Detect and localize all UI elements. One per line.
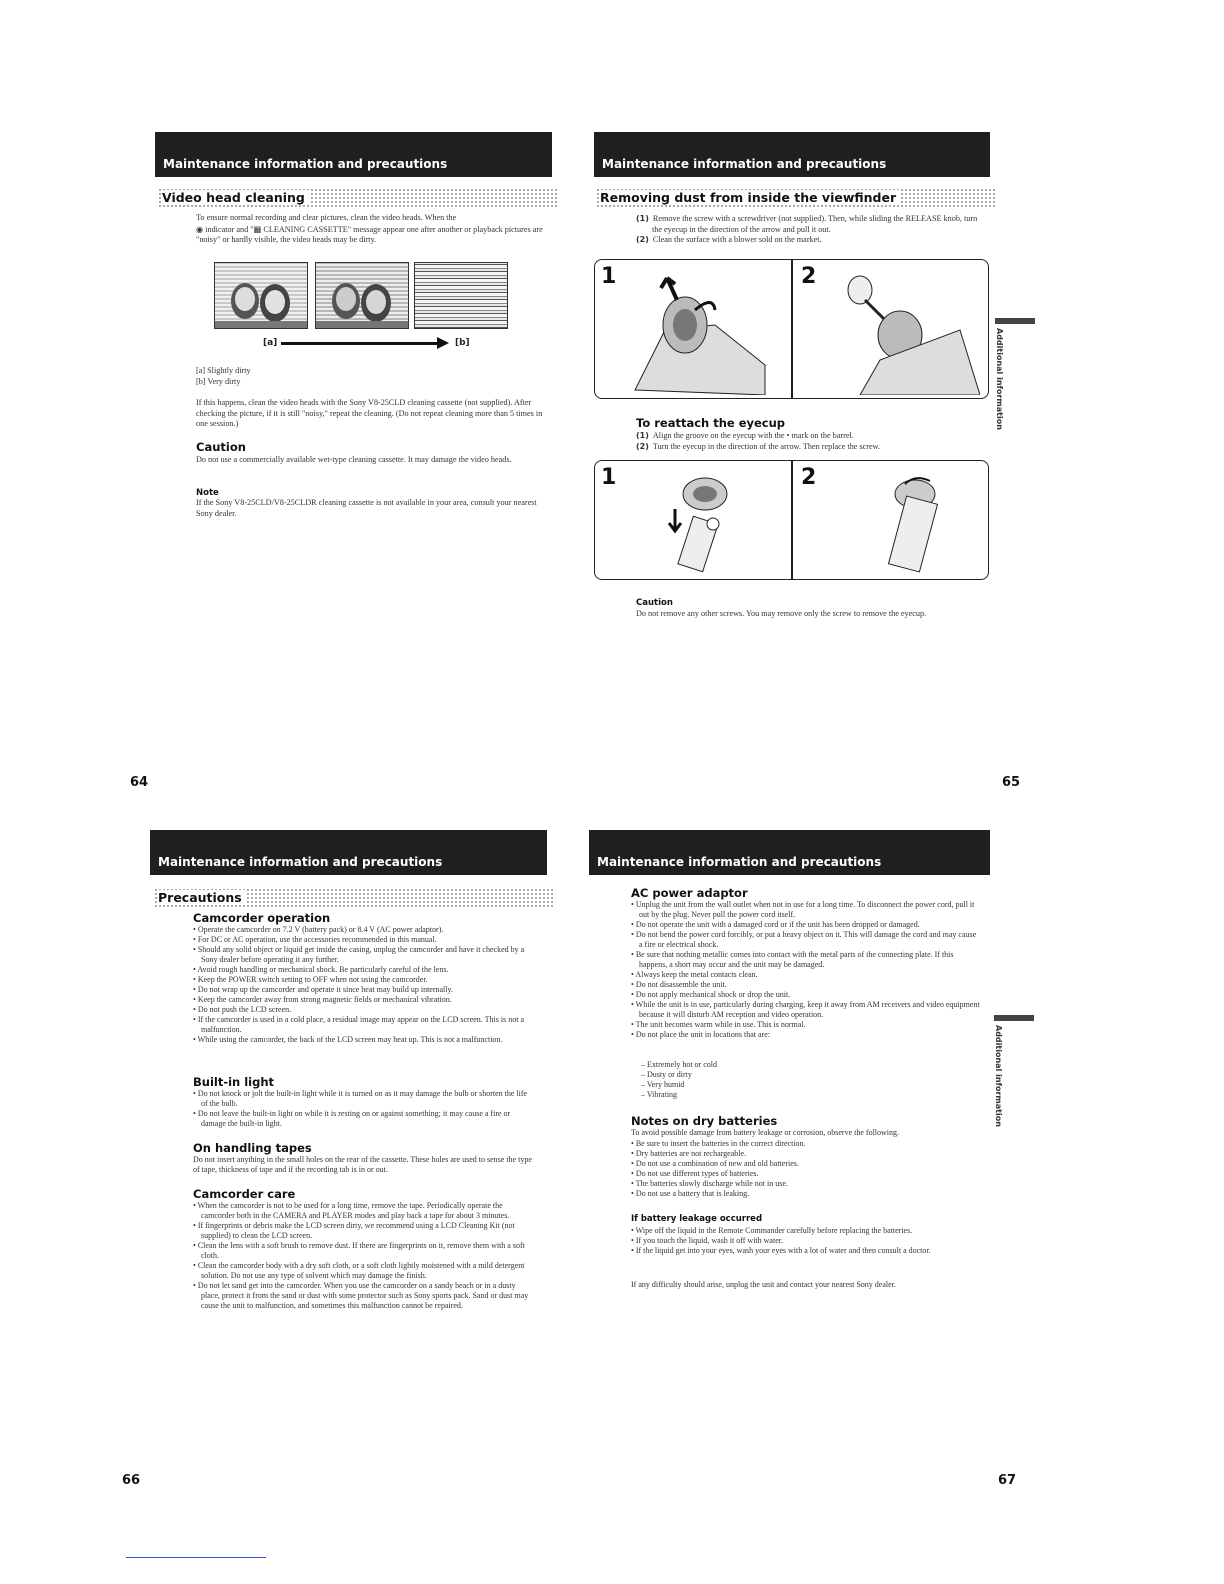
battery-leakage-heading: If battery leakage occurred	[631, 1214, 763, 1224]
built-in-light-heading: Built-in light	[193, 1075, 275, 1089]
camcorder-operation-list	[193, 925, 533, 1045]
reattach-steps	[636, 431, 982, 452]
list-item: • When the camcorder is not to be used for a long time, remove the tape. Periodically operate the camcorder both in the CAMERA and PLAYER modes and play back a tape for about 3 minutes.	[193, 1201, 533, 1221]
list-item: • Should any solid object or liquid get inside the casing, unplug the camcorder and have it checked by a Sony dealer before operating it any further.	[193, 945, 533, 965]
banner-title: Maintenance information and precautions	[163, 157, 448, 171]
list-item: • Avoid rough handling or mechanical shock. Be particularly careful of the lens.	[193, 965, 533, 975]
caution-text-65: Do not remove any other screws. You may remove only the screw to remove the eyecup.	[636, 609, 927, 618]
list-item: • Always keep the metal contacts clean.	[631, 970, 981, 980]
list-item: • If you touch the liquid, wash it off with water.	[631, 1236, 981, 1246]
page-number-64: 64	[130, 775, 149, 790]
list-item: • Be sure that nothing metallic comes into contact with the metal parts of the connecting plate. If this happens, a short may occur and the unit may be damaged.	[631, 950, 981, 970]
figure-step-2: 2	[801, 264, 817, 289]
figure-divider	[791, 260, 793, 398]
video-head-cleaning-heading: Video head cleaning	[158, 188, 558, 207]
cleaning-cassette-icon: ▦	[253, 223, 262, 234]
page-number-65: 65	[1002, 775, 1021, 790]
list-item: • Clean the camcorder body with a dry soft cloth, or a soft cloth lightly moistened with a mild detergent solution. Do not use any type of solvent which may damage the finish.	[193, 1261, 533, 1281]
side-tab-marker	[994, 1015, 1034, 1021]
ac-adaptor-list	[631, 900, 981, 1040]
list-item: • For DC or AC operation, use the accessories recommended in this manual.	[193, 935, 533, 945]
dirt-legend	[196, 366, 396, 387]
figure-step-1: 1	[601, 264, 617, 289]
list-item: • Keep the POWER switch setting to OFF when not using the camcorder.	[193, 975, 533, 985]
indicator-icon: ◉	[196, 223, 204, 234]
slightly-dirty-photo-2	[315, 262, 409, 329]
cleaning-body: If this happens, clean the video heads with the Sony V8-25CLD cleaning cassette (not supplied). After checking the picture, if it is still "noisy," repeat the cleaning. (Do not repeat cleaning more than 5 times in one session.)	[196, 398, 543, 428]
arrow-head	[437, 337, 449, 349]
list-item: • Do not operate the unit with a damaged cord or if the unit has been dropped or damaged.	[631, 920, 981, 930]
caution-heading-64: Caution	[196, 440, 246, 454]
list-item: • Do not wrap up the camcorder and operate it since heat may build up internally.	[193, 985, 533, 995]
camcorder-care-list	[193, 1201, 533, 1311]
handling-tapes-heading: On handling tapes	[193, 1141, 312, 1155]
page64-banner	[155, 132, 552, 177]
ac-power-adaptor-heading: AC power adaptor	[631, 886, 748, 900]
list-item: • If fingerprints or debris make the LCD screen dirty, we recommend using a LCD Cleaning Kit (not supplied) to clean the LCD screen.	[193, 1221, 533, 1241]
page66-banner	[150, 830, 547, 875]
list-item: • Do not use a battery that is leaking.	[631, 1189, 981, 1199]
note-text: If the Sony V8-25CLD/V8-25CLDR cleaning cassette is not available in your area, consult your nearest Sony dealer.	[196, 498, 537, 518]
reattach-step-1: (1) Align the groove on the eyecup with the • mark on the barrel.	[636, 431, 854, 440]
list-item: • The unit becomes warm while in use. This is normal.	[631, 1020, 981, 1030]
handling-tapes-text: Do not insert anything in the small holes on the rear of the cassette. These holes are used to sense the type of tape, thickness of tape and if the recording tab is in or out.	[193, 1155, 532, 1174]
list-item: • Be sure to insert the batteries in the correct direction.	[631, 1139, 981, 1149]
list-item: • Keep the camcorder away from strong magnetic fields or mechanical vibration.	[193, 995, 533, 1005]
precautions-heading: Precautions	[154, 888, 554, 907]
eyecup-turn-illustration-2	[835, 469, 965, 574]
list-item: • Do not knock or jolt the built-in light while it is turned on as it may damage the bulb or shorten the life of the bulb.	[193, 1089, 533, 1109]
legend-b: [b] Very dirty	[196, 376, 241, 386]
caution-text-64: Do not use a commercially available wet-type cleaning cassette. It may damage the video heads.	[196, 455, 512, 464]
banner-title: Maintenance information and precautions	[602, 157, 887, 171]
list-item: • The batteries slowly discharge while not in use.	[631, 1179, 981, 1189]
label-b: [b]	[455, 338, 470, 348]
side-tab-label: Additional information	[995, 328, 1004, 430]
list-item: • Do not push the LCD screen.	[193, 1005, 533, 1015]
dry-batteries-heading: Notes on dry batteries	[631, 1114, 778, 1128]
list-item: • If the camcorder is used in a cold place, a residual image may appear on the LCD screen. This is not a malfunction.	[193, 1015, 533, 1035]
page67-banner	[589, 830, 990, 875]
page-number-67: 67	[998, 1473, 1017, 1488]
very-dirty-photo	[414, 262, 508, 329]
footnote-rule	[126, 1557, 266, 1558]
built-in-light-list	[193, 1089, 533, 1129]
list-item: – Very humid	[641, 1080, 941, 1090]
list-item: • Do not use different types of batteries.	[631, 1169, 981, 1179]
list-item: • Do not bend the power cord forcibly, or put a heavy object on it. This will damage the cord and may cause a fire or electrical shock.	[631, 930, 981, 950]
faces-illustration	[215, 263, 307, 328]
list-item: – Dusty or dirty	[641, 1070, 941, 1080]
eyecup-align-illustration-1	[645, 469, 775, 574]
caution-heading-65: Caution	[636, 598, 673, 608]
list-item: • Do not use a combination of new and old batteries.	[631, 1159, 981, 1169]
legend-a: [a] Slightly dirty	[196, 366, 251, 375]
list-item: • If the liquid get into your eyes, wash your eyes with a lot of water and then consult a doctor.	[631, 1246, 981, 1256]
viewfinder-blower-illustration-2	[820, 270, 980, 395]
side-tab-marker	[995, 318, 1035, 324]
note-heading: Note	[196, 488, 219, 498]
list-item: • Unplug the unit from the wall outlet when not in use for a long time. To disconnect the power cord, pull it out by the plug. Never pull the power cord itself.	[631, 900, 981, 920]
banner-title: Maintenance information and precautions	[597, 855, 882, 869]
list-item: – Extremely hot or cold	[641, 1060, 941, 1070]
page65-banner	[594, 132, 990, 177]
list-item: • Clean the lens with a soft brush to remove dust. If there are fingerprints on it, remove them with a soft cloth.	[193, 1241, 533, 1261]
list-item: • Do not place the unit in locations that are:	[631, 1030, 981, 1040]
closing-text: If any difficulty should arise, unplug the unit and contact your nearest Sony dealer.	[631, 1280, 896, 1289]
video-head-intro: To ensure normal recording and clear pictures, clean the video heads. When the ◉ indicator and "▦ CLEANING CASSETTE" message appear one after another or playback pictures are "noisy" or hardly visible, the video heads may be dirty.	[196, 213, 543, 244]
figure-divider	[791, 461, 793, 579]
banner-title: Maintenance information and precautions	[158, 855, 443, 869]
slightly-dirty-photo-1	[214, 262, 308, 329]
eyecup-removal-illustration-1	[625, 270, 775, 395]
side-tab-label: Additional information	[994, 1025, 1003, 1127]
dirty-progression-arrow	[281, 342, 439, 345]
list-item: • Wipe off the liquid in the Remote Commander carefully before replacing the batteries.	[631, 1226, 981, 1236]
removal-steps	[636, 214, 982, 246]
camcorder-care-heading: Camcorder care	[193, 1187, 296, 1201]
dry-batteries-list	[631, 1139, 981, 1199]
list-item: – Vibrating	[641, 1090, 941, 1100]
list-item: • Do not apply mechanical shock or drop the unit.	[631, 990, 981, 1000]
label-a: [a]	[263, 338, 278, 348]
list-item: • While using the camcorder, the back of the LCD screen may heat up. This is not a malfunction.	[193, 1035, 533, 1045]
location-sublist	[641, 1060, 941, 1100]
list-item: • Do not leave the built-in light on while it is resting on or against something; it may cause a fire or damage the built-in light.	[193, 1109, 533, 1129]
list-item: • Do not disassemble the unit.	[631, 980, 981, 990]
removing-dust-heading: Removing dust from inside the viewfinder	[596, 188, 996, 207]
reattach-step-2: (2) Turn the eyecup in the direction of the arrow. Then replace the screw.	[636, 441, 881, 451]
eyecup-removal-figure	[594, 259, 989, 399]
removal-step-1: (1) Remove the screw with a screwdriver (not supplied). Then, while sliding the RELEASE knob, turn the eyecup in the direction of the arrow and pull it out.	[636, 214, 978, 234]
dry-batteries-intro: To avoid possible damage from battery leakage or corrosion, observe the following.	[631, 1128, 900, 1137]
list-item: • Dry batteries are not rechargeable.	[631, 1149, 981, 1159]
removal-step-2: (2) Clean the surface with a blower sold on the market.	[636, 235, 822, 244]
camcorder-operation-heading: Camcorder operation	[193, 911, 331, 925]
faces-illustration-noisy	[316, 263, 408, 328]
figure-step-1: 1	[601, 465, 617, 490]
figure-step-2: 2	[801, 465, 817, 490]
reattach-heading: To reattach the eyecup	[636, 416, 786, 430]
battery-leakage-list	[631, 1226, 981, 1256]
list-item: • While the unit is in use, particularly during charging, keep it away from AM receivers and video equipment because it will disturb AM reception and video operation.	[631, 1000, 981, 1020]
page-number-66: 66	[122, 1473, 141, 1488]
eyecup-reattach-figure	[594, 460, 989, 580]
list-item: • Do not let sand get into the camcorder. When you use the camcorder on a sandy beach or in a dusty place, protect it from the sand or dust with some protector such as Sony sports pack. Sand or dust may cause the unit to malfunction, and sometimes this malfunction cannot be repaired.	[193, 1281, 533, 1311]
list-item: • Operate the camcorder on 7.2 V (battery pack) or 8.4 V (AC power adaptor).	[193, 925, 533, 935]
